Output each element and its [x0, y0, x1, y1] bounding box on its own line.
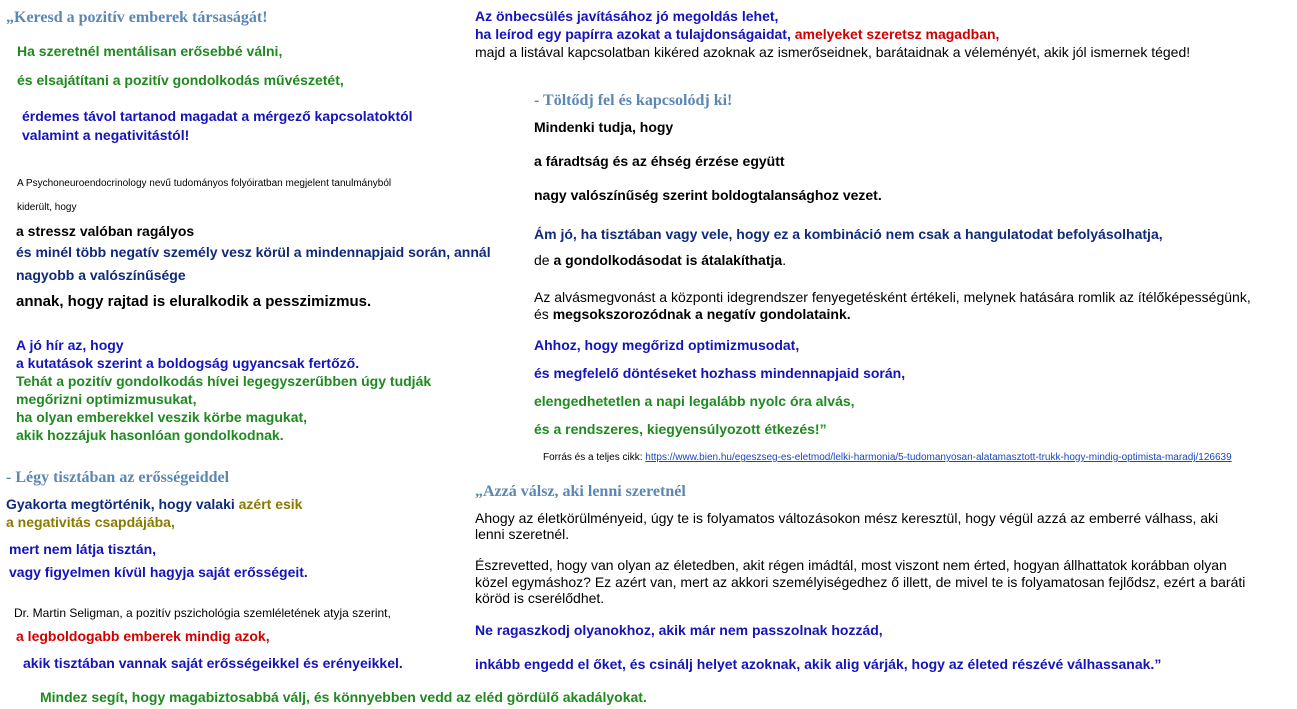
text-line: annak, hogy rajtad is eluralkodik a pesszimizmus. [16, 293, 372, 310]
text-line: Észrevetted, hogy van olyan az életedben, akit régen imádtál, most viszont nem érted, hogyan állhattatok korábban olyan [475, 557, 1227, 573]
source-label: Forrás és a teljes cikk: [543, 452, 646, 463]
heading-recharge: - Töltődj fel és kapcsolódj ki! [534, 92, 733, 109]
text-line: A Psychoneuroendocrinology nevű tudományos folyóiratban megjelent tanulmányból [17, 178, 392, 189]
text-line: nagy valószínűség szerint boldogtalansághoz vezet. [534, 187, 882, 203]
text-line: valamint a negativitástól! [22, 127, 190, 143]
text-segment: amelyeket szeretsz magadban, [794, 26, 1000, 42]
text-line: Az alvásmegvonást a központi idegrendszer fenyegetésként értékeli, melynek hatására romlik az ítélőképességünk, [534, 289, 1251, 305]
text-line: a legboldogabb emberek mindig azok, [16, 628, 270, 644]
text-line [475, 26, 999, 43]
text-line [6, 496, 302, 513]
closing-line: Mindez segít, hogy magabiztosabbá válj, és könnyebben vedd az eléd gördülő akadályokat. [40, 689, 647, 705]
text-line: elengedhetetlen a napi legalább nyolc óra alvás, [534, 393, 855, 409]
source-line [543, 449, 1232, 466]
text-line: közel egymáshoz? Ez azért van, mert az akkori személyiségedhez ő illett, de mivel te is folyamatosan fejlődsz, ezért a baráti [475, 574, 1246, 590]
text-segment: és [534, 306, 553, 322]
text-line: kiderült, hogy [17, 202, 77, 213]
text-line: megőrizni optimizmusukat, [16, 391, 197, 407]
text-line [534, 306, 851, 323]
text-line: mert nem látja tisztán, [9, 541, 157, 557]
text-line: Ahogy az életkörülményeid, úgy te is folyamatos változásokon mész keresztül, hogy végül azzá az emberré válhass, aki [475, 510, 1219, 526]
text-line: köröd is cserélődhet. [475, 590, 605, 606]
text-line: Az önbecsülés javításához jó megoldás lehet, [475, 8, 779, 24]
text-segment: a gondolkodásodat is átalakíthatja [553, 252, 783, 268]
text-line: Tehát a pozitív gondolkodás hívei legegyszerűbben úgy tudják [16, 373, 432, 389]
heading-become: „Azzá válsz, aki lenni szeretnél [475, 483, 686, 500]
text-line: inkább engedd el őket, és csinálj helyet azoknak, akik alig várják, hogy az életed részévé válhassanak.” [475, 656, 1162, 672]
text-line: Mindenki tudja, hogy [534, 119, 674, 135]
text-line: nagyobb a valószínűsége [16, 267, 186, 283]
text-line: a fáradtság és az éhség érzése együtt [534, 153, 785, 169]
text-line: Ne ragaszkodj olyanokhoz, akik már nem passzolnak hozzád, [475, 622, 883, 638]
text-segment: azért esik [238, 496, 303, 512]
text-line: akik hozzájuk hasonlóan gondolkodnak. [16, 427, 284, 443]
text-line: A jó hír az, hogy [16, 337, 124, 353]
text-line: ha olyan emberekkel veszik körbe magukat, [16, 409, 308, 425]
text-line: a negativitás csapdájába, [6, 514, 175, 530]
text-segment: . [782, 252, 787, 268]
text-segment: ha leírod egy papírra azokat a tulajdonságaidat, [475, 26, 795, 42]
text-line: érdemes távol tartanod magadat a mérgező kapcsolatoktól [22, 108, 413, 124]
heading-strengths: - Légy tisztában az erősségeiddel [6, 469, 230, 486]
text-line: Ahhoz, hogy megőrizd optimizmusodat, [534, 337, 800, 353]
text-line: és elsajátítani a pozitív gondolkodás művészetét, [17, 72, 344, 88]
text-line [534, 252, 786, 269]
text-line: a stressz valóban ragályos [16, 223, 195, 239]
text-line: és minél több negatív személy vesz körül a mindennapjaid során, annál [16, 244, 491, 260]
text-line: akik tisztában vannak saját erősségeikkel és erényeikkel. [23, 655, 403, 671]
text-segment: megsokszorozódnak a negatív gondolataink. [552, 306, 851, 322]
text-line: majd a listával kapcsolatban kikéred azoknak az ismerőseidnek, barátaidnak a véleményét, akik jól ismernek téged! [475, 44, 1191, 60]
text-line: és a rendszeres, kiegyensúlyozott étkezés!” [534, 421, 827, 437]
text-segment: de [534, 252, 554, 268]
text-line: lenni szeretnél. [475, 526, 570, 542]
heading-positive-people: „Keresd a pozitív emberek társaságát! [6, 9, 268, 26]
text-line: Ám jó, ha tisztában vagy vele, hogy ez a kombináció nem csak a hangulatodat befolyásolhatja, [534, 226, 1163, 242]
text-segment: Gyakorta megtörténik, hogy valaki [6, 496, 239, 512]
text-line: Ha szeretnél mentálisan erősebbé válni, [17, 43, 283, 59]
text-line: vagy figyelmen kívül hagyja saját erősségeit. [9, 564, 308, 580]
text-line: Dr. Martin Seligman, a pozitív pszichológia szemléletének atyja szerint, [14, 606, 391, 620]
text-line: a kutatások szerint a boldogság ugyancsak fertőző. [16, 355, 360, 371]
text-line: és megfelelő döntéseket hozhass mindennapjaid során, [534, 365, 906, 381]
source-link[interactable]: https://www.bien.hu/egeszseg-es-eletmod/lelki-harmonia/5-tudomanyosan-alatamasztott-trukk-hogy-mindig-optimista-maradj/126639 [645, 452, 1232, 463]
